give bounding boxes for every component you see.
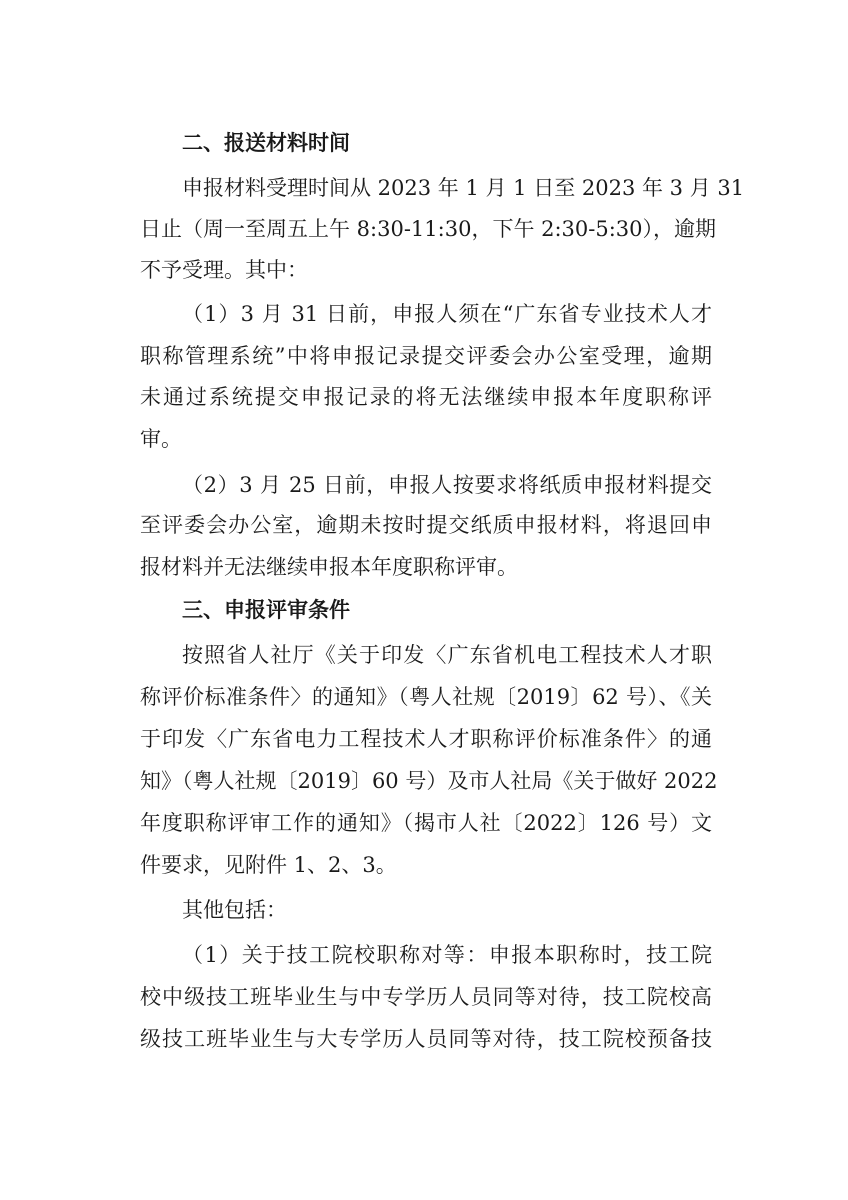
paragraph-line: 不予受理。其中： <box>140 258 308 282</box>
paragraph-line: 按照省人社厅《关于印发〈广东省机电工程技术人才职 <box>182 643 712 667</box>
list-item-line: 审。 <box>140 427 182 451</box>
paragraph-line: 于印发〈广东省电力工程技术人才职称评价标准条件〉的通 <box>140 727 712 751</box>
list-item-line: 未通过系统提交申报记录的将无法继续申报本年度职称评 <box>140 385 712 409</box>
section-2-heading: 二、报送材料时间 <box>182 131 350 155</box>
paragraph-line: 知》（粤人社规〔2019〕60 号）及市人社局《关于做好 2022 <box>140 769 718 793</box>
list-item-line: 至评委会办公室，逾期未按时提交纸质申报材料，将退回申 <box>140 513 712 537</box>
paragraph-line: 其他包括： <box>182 898 287 922</box>
paragraph-line: 年度职称评审工作的通知》（揭市人社〔2022〕126 号）文 <box>140 811 712 835</box>
list-item-line: 级技工班毕业生与大专学历人员同等对待，技工院校预备技 <box>140 1027 712 1051</box>
paragraph-line: 申报材料受理时间从 2023 年 1 月 1 日至 2023 年 3 月 31 <box>182 176 745 200</box>
section-3-heading: 三、申报评审条件 <box>182 598 350 622</box>
paragraph-line: 件要求，见附件 1、2、3。 <box>140 853 397 877</box>
list-item-line: （2）3 月 25 日前，申报人按要求将纸质申报材料提交 <box>182 473 712 497</box>
list-item-line: （1）3 月 31 日前，申报人须在“广东省专业技术人才 <box>182 302 712 326</box>
list-item-line: 职称管理系统”中将申报记录提交评委会办公室受理，逾期 <box>140 344 712 368</box>
list-item-line: （1）关于技工院校职称对等：申报本职称时，技工院 <box>182 943 712 967</box>
list-item-line: 校中级技工班毕业生与中专学历人员同等对待，技工院校高 <box>140 985 712 1009</box>
list-item-line: 报材料并无法继续申报本年度职称评审。 <box>140 555 518 579</box>
paragraph-line: 称评价标准条件〉的通知》（粤人社规〔2019〕62 号）、《关 <box>140 685 712 709</box>
paragraph-line: 日止（周一至周五上午 8:30-11:30，下午 2:30-5:30），逾期 <box>140 217 717 241</box>
